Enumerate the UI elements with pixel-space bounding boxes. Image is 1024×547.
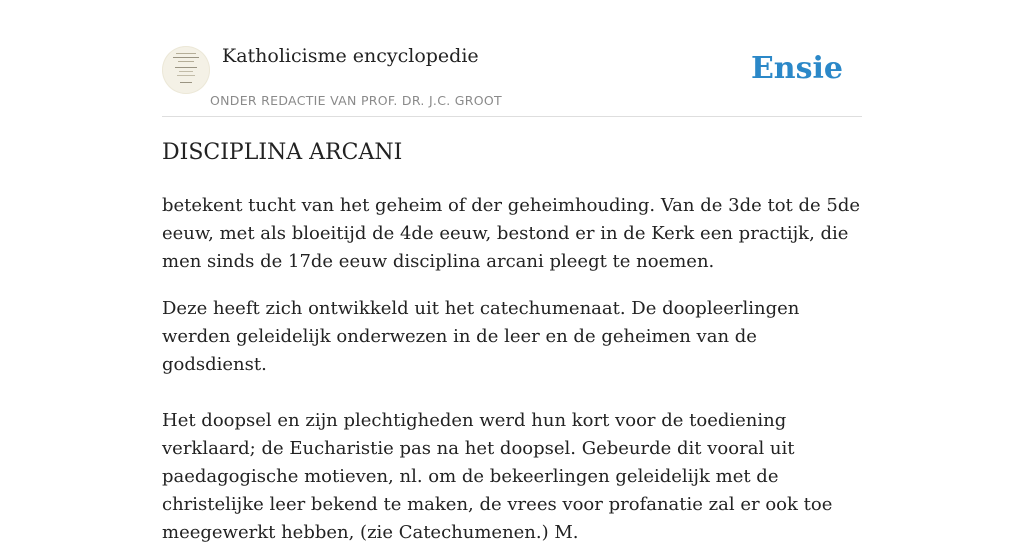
article-paragraph: betekent tucht van het geheim of der geheimhouding. Van de 3de tot de 5de eeuw, met als bloeitijd de 4de eeuw, bestond er in de Kerk een practijk, die men sinds de 17de eeuw disciplina arcani pleegt te noemen. (162, 195, 861, 272)
article-paragraph: Het doopsel en zijn plechtigheden werd hun kort voor de toediening verklaard; de Eucharistie pas na het doopsel. Gebeurde dit vooral uit paedagogische motieven, nl. om de bekeerlingen geleidelijk met de christelijke leer bekend te maken, de vrees voor profanatie zal er ook toe meegewerkt hebben, (zie Catechumenen.) M. (162, 410, 833, 543)
ensie-logo[interactable]: Ensie (750, 51, 843, 86)
book-title[interactable]: Katholicisme encyclopedie (222, 45, 479, 67)
book-cover-icon[interactable] (162, 46, 210, 94)
article-paragraph: Deze heeft zich ontwikkeld uit het catechumenaat. De doopleerlingen werden geleidelijk onderwezen in de leer en de geheimen van de godsdienst. (162, 298, 800, 375)
book-editor: ONDER REDACTIE VAN PROF. DR. J.C. GROOT (210, 93, 502, 108)
article-title: DISCIPLINA ARCANI (162, 140, 403, 165)
article-body (162, 192, 862, 547)
book-header (162, 44, 862, 117)
